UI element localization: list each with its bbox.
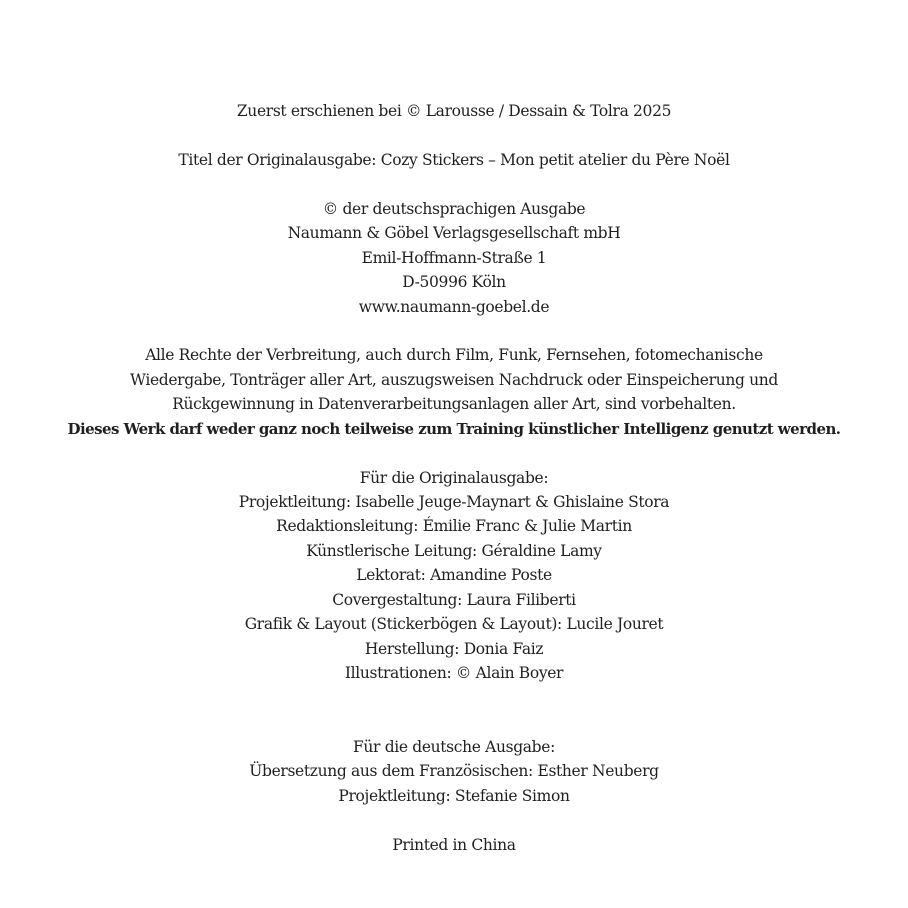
original-credits-heading: Für die Originalausgabe: [359,469,549,487]
german-credits-heading: Für die deutsche Ausgabe: [353,738,555,756]
publisher-name: Naumann & Göbel Verlagsgesellschaft mbH [287,224,621,242]
credit-project-lead: Projektleitung: Isabelle Jeuge-Maynart & Ghislaine Stora [238,493,670,511]
ai-training-notice: Dieses Werk darf weder ganz noch teilweise zum Training künstlicher Intelligenz genutzt werden. [67,420,841,438]
credit-illustrations: Illustrationen: © Alain Boyer [344,664,564,682]
credit-german-project-lead: Projektleitung: Stefanie Simon [338,787,570,805]
publisher-city: D-50996 Köln [402,273,506,291]
rights-line-1: Alle Rechte der Verbreitung, auch durch Film, Funk, Fernsehen, fotomechanische [145,346,763,364]
credit-translation: Übersetzung aus dem Französischen: Esther Neuberg [249,762,659,780]
credit-proofreading: Lektorat: Amandine Poste [356,566,552,584]
rights-line-3: Rückgewinnung in Datenverarbeitungsanlagen aller Art, sind vorbehalten. [172,395,736,413]
original-title-line: Titel der Originalausgabe: Cozy Stickers – Mon petit atelier du Père Noël [178,151,730,169]
credit-art-direction: Künstlerische Leitung: Géraldine Lamy [306,542,602,560]
first-published-line: Zuerst erschienen bei © Larousse / Dessain & Tolra 2025 [236,102,672,120]
credit-production: Herstellung: Donia Faiz [364,640,544,658]
credit-editorial-lead: Redaktionsleitung: Émilie Franc & Julie Martin [276,517,632,535]
rights-line-2: Wiedergabe, Tonträger aller Art, auszugsweisen Nachdruck oder Einspeicherung und [130,371,778,389]
german-edition-copyright: © der deutschsprachigen Ausgabe [322,200,586,218]
credit-cover-design: Covergestaltung: Laura Filiberti [332,591,576,609]
printed-in-line: Printed in China [392,836,516,854]
publisher-website: www.naumann-goebel.de [358,298,550,316]
publisher-street: Emil-Hoffmann-Straße 1 [361,249,547,267]
credit-graphics-layout: Grafik & Layout (Stickerbögen & Layout): Lucile Jouret [244,615,664,633]
